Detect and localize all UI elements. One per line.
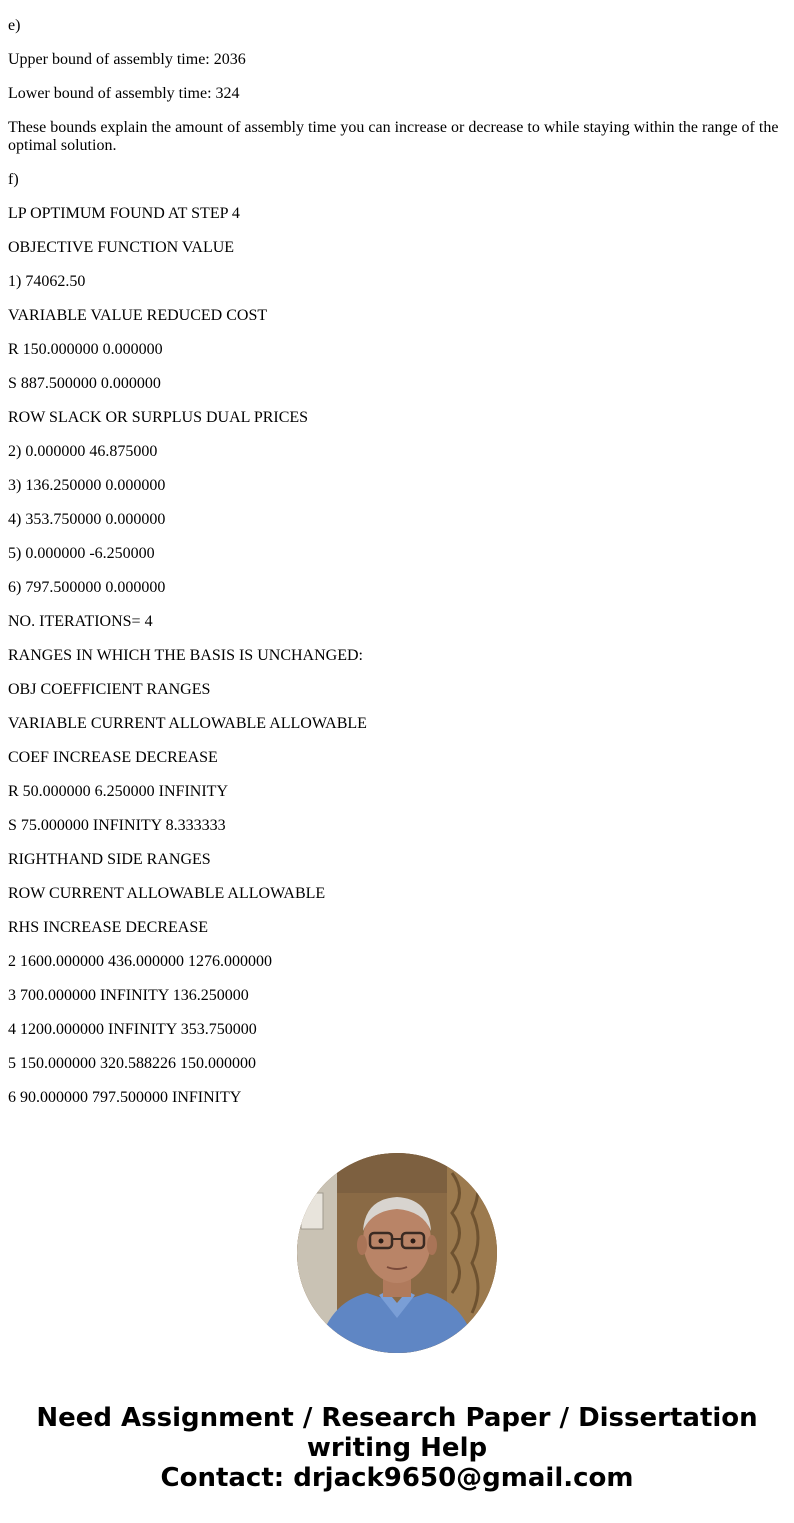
lp-output-line: RIGHTHAND SIDE RANGES xyxy=(8,851,211,868)
promo-headline-line1: Need Assignment / Research Paper / Dissertation xyxy=(36,1403,758,1433)
lp-output-line: 3 700.000000 INFINITY 136.250000 xyxy=(8,987,249,1004)
bounds-explanation: These bounds explain the amount of assembly time you can increase or decrease to while staying within the range of the optimal solution. xyxy=(8,119,779,154)
lp-output-line: R 150.000000 0.000000 xyxy=(8,341,163,358)
lp-output-line: 6) 797.500000 0.000000 xyxy=(8,579,166,596)
lp-output-line: OBJECTIVE FUNCTION VALUE xyxy=(8,239,235,256)
lp-output-line: 3) 136.250000 0.000000 xyxy=(8,477,166,494)
lp-output-line: 4) 353.750000 0.000000 xyxy=(8,511,166,528)
lp-output-line: 2) 0.000000 46.875000 xyxy=(8,443,158,460)
lp-output-line: 2 1600.000000 436.000000 1276.000000 xyxy=(8,953,272,970)
author-portrait-image xyxy=(297,1153,497,1353)
lp-output-line: S 887.500000 0.000000 xyxy=(8,375,161,392)
section-label-e: e) xyxy=(8,17,21,34)
lp-output-line: VARIABLE VALUE REDUCED COST xyxy=(8,307,268,324)
lp-output-line: ROW SLACK OR SURPLUS DUAL PRICES xyxy=(8,409,309,426)
promo-contact-email[interactable]: Contact: drjack9650@gmail.com xyxy=(160,1463,634,1493)
lp-output-line: COEF INCREASE DECREASE xyxy=(8,749,218,766)
lower-bound-text: Lower bound of assembly time: 324 xyxy=(8,85,240,102)
lp-output-line: RANGES IN WHICH THE BASIS IS UNCHANGED: xyxy=(8,647,363,664)
lp-output-line: 4 1200.000000 INFINITY 353.750000 xyxy=(8,1021,257,1038)
lp-output-line: ROW CURRENT ALLOWABLE ALLOWABLE xyxy=(8,885,326,902)
lp-output-line: 6 90.000000 797.500000 INFINITY xyxy=(8,1089,242,1106)
lp-output-line: OBJ COEFFICIENT RANGES xyxy=(8,681,211,698)
lp-output-line: RHS INCREASE DECREASE xyxy=(8,919,209,936)
lp-output-line: 5 150.000000 320.588226 150.000000 xyxy=(8,1055,256,1072)
lp-output-line: 1) 74062.50 xyxy=(8,273,86,290)
lp-output-line: LP OPTIMUM FOUND AT STEP 4 xyxy=(8,205,240,222)
section-label-f: f) xyxy=(8,171,19,188)
lp-output-line: R 50.000000 6.250000 INFINITY xyxy=(8,783,228,800)
lp-output-line: 5) 0.000000 -6.250000 xyxy=(8,545,155,562)
author-photo xyxy=(297,1153,497,1353)
lp-output-line: VARIABLE CURRENT ALLOWABLE ALLOWABLE xyxy=(8,715,367,732)
lp-output-line: S 75.000000 INFINITY 8.333333 xyxy=(8,817,226,834)
upper-bound-text: Upper bound of assembly time: 2036 xyxy=(8,51,246,68)
promo-banner xyxy=(0,1403,794,1493)
lp-output-line: NO. ITERATIONS= 4 xyxy=(8,613,153,630)
promo-headline-line2: writing Help xyxy=(306,1433,488,1463)
